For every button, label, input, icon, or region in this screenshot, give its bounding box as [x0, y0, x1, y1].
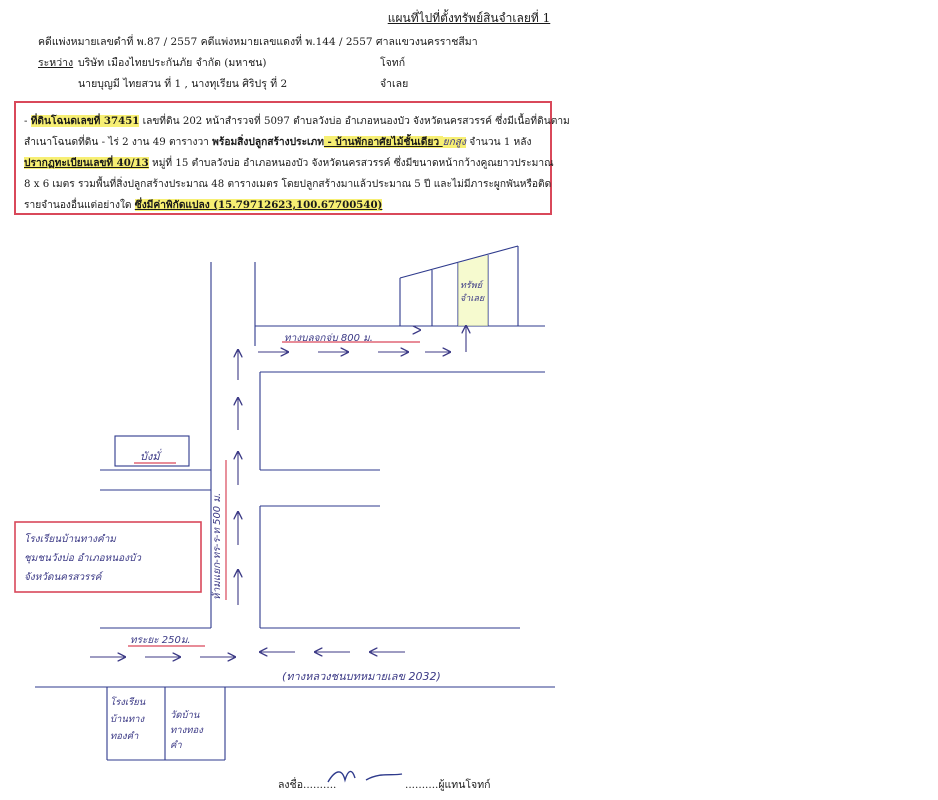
- property-line-1: - ที่ดินโฉนดเลขที่ 37451 เลขที่ดิน 202 หน้าสำรวจที่ 5097 ตำบลวังบ่อ อำเภอหนองบัว จังหวัดนครสวรรค์ ซึ่งมีเนื้อที่ดินตาม: [24, 115, 570, 127]
- signature-prefix: ลงชื่อ..........: [278, 779, 337, 791]
- plaintiff-role: โจทก์: [380, 57, 406, 69]
- defendant-names: นายบุญมี ไทยสวน ที่ 1 , นางทุเรียน ศิริปรุ ที่ 2: [78, 78, 288, 90]
- between-label: ระหว่าง: [38, 57, 74, 69]
- bottom-road-distance: ทระยะ 250ม.: [130, 635, 191, 646]
- plaintiff-name: บริษัท เมืองไทยประกันภัย จำกัด (มหาชน): [78, 57, 267, 69]
- signature-suffix: ..........ผู้แทนโจทก์: [405, 779, 491, 791]
- school-label: โรงเรียนบ้านทางคำม ชุมชนวังบ่อ อำเภอหนองบัว จังหวัดนครสวรรค์: [24, 534, 141, 583]
- document-title: แผนที่ไปที่ตั้งทรัพย์สินจำเลยที่ 1: [387, 11, 551, 25]
- property-line-2: สำเนาโฉนดที่ดิน - ไร่ 2 งาน 49 ตารางวา พร้อมสิ่งปลูกสร้างประเภท - บ้านพักอาศัยไม้ชั้นเดียว ยกสูง จำนวน 1 หลัง: [24, 136, 532, 148]
- top-road-distance: ทางบลจกจ่บ 800 ม.: [284, 333, 373, 344]
- defendant-role: จำเลย: [380, 78, 409, 90]
- property-line-4: 8 x 6 เมตร รวมพื้นที่สิ่งปลูกสร้างประมาณ 48 ตารางเมตร โดยปลูกสร้างมาแล้วประมาณ 5 ปี และไม่มีภาระผูกพันหรือติด: [24, 179, 552, 190]
- property-line-3: ปรากฏทะเบียนเลขที่ 40/13 หมู่ที่ 15 ตำบลวังบ่อ อำเภอหนองบัว จังหวัดนครสวรรค์ ซึ่งมีขนาดหน้ากว้างคูณยาวประมาณ: [24, 157, 554, 169]
- bottom-left-block-label: โรงเรียน บ้านทาง ทองคำ: [110, 697, 146, 742]
- red-underlines: [128, 342, 420, 646]
- property-marker-label: ทรัพย์ จำเลย: [460, 281, 485, 304]
- bottom-right-block-label: วัดบ้าน ทางทอง คำ: [170, 710, 203, 751]
- property-line-5: รายจำนองอื่นแต่อย่างใด ซึ่งมีค่าพิกัดแปลง (15.79712623,100.67700540): [24, 199, 383, 211]
- signature-scribble: [328, 771, 402, 782]
- direction-arrows: [90, 326, 466, 657]
- case-line: คดีแพ่งหมายเลขดำที่ พ.87 / 2557 คดีแพ่งหมายเลขแดงที่ พ.144 / 2557 ศาลแขวงนครราชสีมา: [38, 36, 478, 48]
- highway-label: (ทางหลวงชนบทหมายเลข 2032): [282, 670, 441, 683]
- market-label: บังมั่: [140, 450, 160, 463]
- vertical-road-distance: ห้ามแยก-ทร-ร-ท 500 ม.: [212, 492, 223, 600]
